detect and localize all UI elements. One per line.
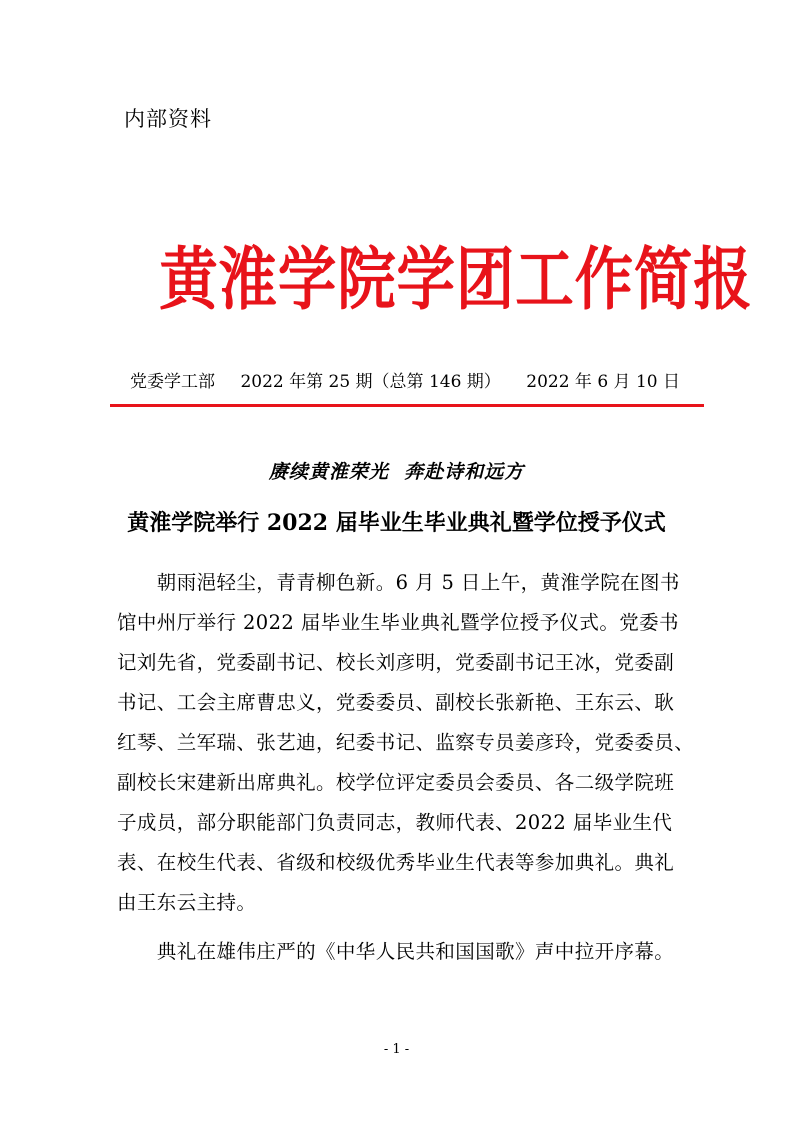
paragraph-line: 红琴、兰军瑞、张艺迪，纪委书记、监察专员姜彦玲，党委委员、: [117, 731, 695, 754]
paragraph-line: 表、在校生代表、省级和校级优秀毕业生代表等参加典礼。典礼: [117, 851, 675, 874]
paragraph-line: 由王东云主持。: [117, 891, 257, 914]
article-paragraph-1: [117, 563, 695, 923]
article-headline: 黄淮学院举行 2022 届毕业生毕业典礼暨学位授予仪式: [127, 510, 666, 536]
paragraph-line: 典礼在雄伟庄严的《中华人民共和国国歌》声中拉开序幕。: [117, 940, 675, 963]
internal-document-label: 内部资料: [124, 107, 212, 131]
header-divider: [110, 404, 704, 407]
newsletter-masthead: 黄淮学院学团工作简报: [159, 240, 753, 320]
paragraph-line: 子成员，部分职能部门负责同志，教师代表、2022 届毕业生代: [117, 811, 673, 834]
paragraph-line: 书记、工会主席曹忠义，党委委员、副校长张新艳、王东云、耿: [117, 691, 675, 714]
issue-date: 2022 年 6 月 10 日: [526, 372, 680, 392]
article-paragraph-2: [117, 932, 677, 972]
issue-number: 2022 年第 25 期（总第 146 期）: [240, 372, 501, 392]
article-subtitle: 赓续黄淮荣光 奔赴诗和远方: [268, 461, 525, 483]
paragraph-line: 朝雨浥轻尘，青青柳色新。6 月 5 日上午，黄淮学院在图书: [117, 571, 680, 594]
paragraph-line: 副校长宋建新出席典礼。校学位评定委员会委员、各二级学院班: [117, 771, 675, 794]
issue-info-line: [110, 367, 700, 392]
paragraph-line: 记刘先省，党委副书记、校长刘彦明，党委副书记王冰，党委副: [117, 651, 675, 674]
department-name: 党委学工部: [130, 372, 215, 392]
paragraph-line: 馆中州厅举行 2022 届毕业生毕业典礼暨学位授予仪式。党委书: [117, 611, 679, 634]
page-number: - 1 -: [383, 1042, 410, 1057]
